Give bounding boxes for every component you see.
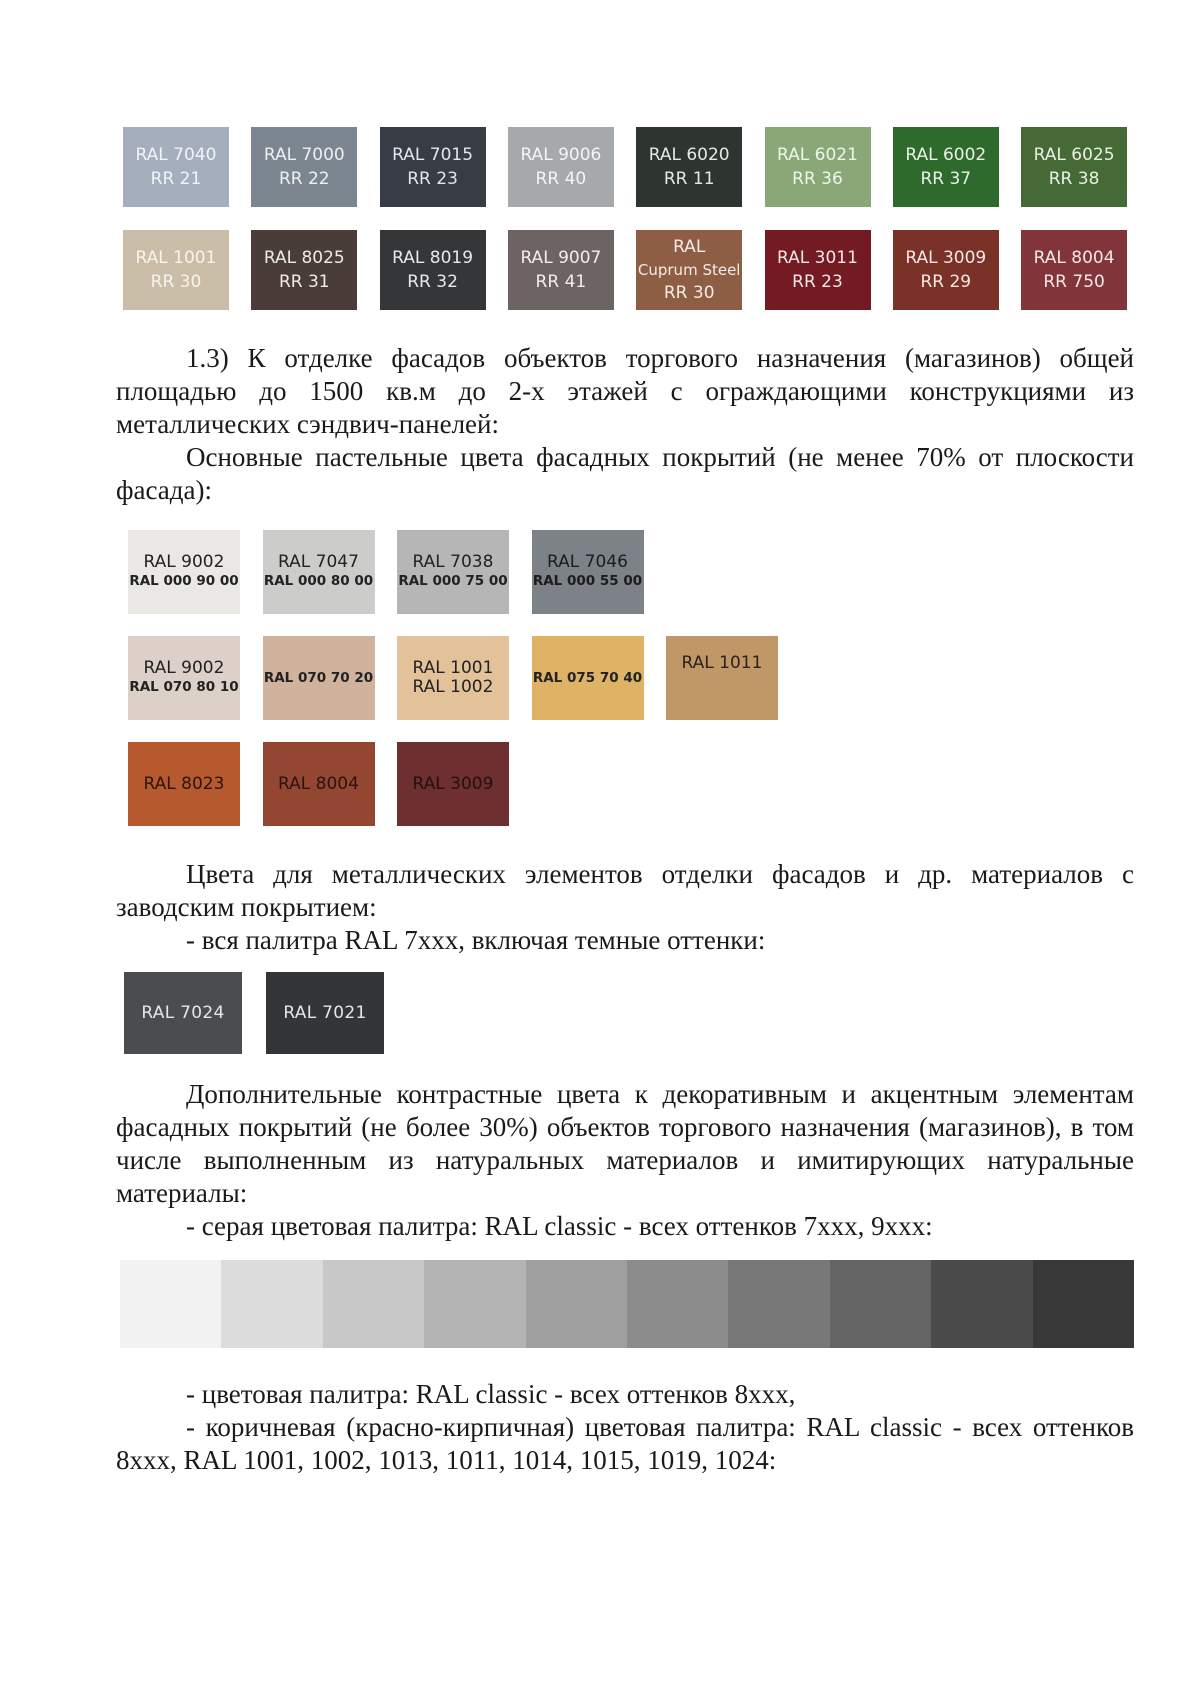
swatch-label: RAL 1001 [135,248,217,268]
swatch-code: RAL 070 70 20 [263,669,374,686]
gray-step [323,1260,424,1348]
color-swatch [123,230,229,310]
swatch-label: RAL 6021 [777,145,858,165]
color-swatch [123,127,229,207]
color-swatch [128,636,240,720]
color-swatch [765,127,871,207]
paragraph-brown-palette [116,1411,1134,1477]
color-swatch [1021,230,1127,310]
paragraph-text: 1.3) К отделке фасадов объектов торгового назначения (магазинов) общей площадью до 1500 кв.м до 2-х этажей с ограждающими конструкциями из металлических сэндвич-панелей: [116,343,1134,439]
swatch-label: RAL 6002 [905,145,987,165]
swatch-label: Cuprum Steel [637,260,741,279]
paragraph-text: Основные пастельные цвета фасадных покрытий (не менее 70% от плоскости фасада): [116,442,1134,505]
gray-scale-strip [120,1260,1134,1348]
swatch-label: RAL 8004 [1033,248,1115,268]
swatch-label: RAL 6020 [648,145,730,165]
swatch-label: RAL [673,236,706,257]
swatch-label: RR 30 [663,282,715,303]
swatch-label: RAL 9007 [520,248,602,268]
swatch-label: RAL 7021 [283,1003,367,1023]
gray-step [1033,1260,1134,1348]
paragraph-pastel-colors [116,441,1134,507]
swatch-label: RR 29 [920,272,972,292]
swatch-label: RAL 8025 [263,248,345,268]
swatch-code: RAL 000 80 00 [263,573,374,589]
color-swatch [893,230,999,310]
swatch-label: RR 37 [920,169,972,189]
swatch-code: RAL 000 75 00 [398,573,508,589]
swatch-label: RAL 7038 [412,552,494,572]
swatch-label: RR 21 [150,169,202,189]
paragraph-metal-elements [116,858,1134,924]
swatch-code: RAL 000 90 00 [129,573,239,589]
color-swatch [263,742,375,826]
gray-step [526,1260,627,1348]
swatch-label: RAL 3009 [412,773,494,794]
paragraph-shop-facades [116,342,1134,441]
swatch-label: RAL 8023 [143,773,225,794]
swatch-label: RR 11 [663,169,715,189]
swatch-code: RAL 075 70 40 [532,669,643,686]
swatch-label: RAL 3009 [905,248,987,268]
swatch-label: RAL 9002 [143,658,225,678]
paragraph-text: Дополнительные контрастные цвета к декоративным и акцентным элементам фасадных покрытий (не более 30%) объектов торгового назначения (магазинов), в том числе выполненным из натуральных материалов и имитирующих натуральные материалы: [116,1079,1134,1208]
swatch-label: RAL 7046 [547,552,628,572]
color-swatch [532,636,644,720]
paragraph-text: Цвета для металлических элементов отделки фасадов и др. материалов с заводским покрытием: [116,859,1134,922]
swatch-label: RR 36 [792,169,843,189]
color-swatch [397,636,509,720]
paragraph-palette-8xxx [116,1378,1134,1411]
color-swatch [397,530,509,614]
swatch-label: RAL 1001 [412,658,494,678]
swatch-code: RAL 070 80 10 [129,679,239,695]
swatch-label: RAL 6025 [1033,145,1115,165]
paragraph-contrast-colors [116,1078,1134,1210]
swatch-label: RAL 7024 [141,1003,225,1023]
paragraph-text: - коричневая (красно-кирпичная) цветовая палитра: RAL classic - всех оттенков 8xxx, RAL 1001, 1002, 1013, 1011, 1014, 1015, 1019, 1024: [116,1412,1134,1475]
color-swatch [508,230,614,310]
swatch-label: RAL 1011 [681,653,763,673]
color-swatch [508,127,614,207]
paragraph-ral7-palette [116,924,1134,957]
color-swatch [397,742,509,826]
color-swatch [266,972,384,1054]
swatch-label: RR 32 [407,272,458,292]
swatch-label: RR 23 [407,169,458,189]
swatch-label: RR 22 [278,169,330,189]
gray-step [424,1260,525,1348]
swatch-label: RAL 8004 [278,773,359,794]
color-swatch [893,127,999,207]
gray-step [931,1260,1032,1348]
color-swatch [636,127,742,207]
color-swatch [263,636,375,720]
gray-step [120,1260,221,1348]
color-swatch [128,530,240,614]
gray-step [221,1260,322,1348]
paragraph-gray-palette [116,1210,1134,1243]
gray-step [830,1260,931,1348]
color-swatch [380,127,486,207]
swatch-label: RR 750 [1043,272,1105,292]
color-swatch [1021,127,1127,207]
swatch-label: RAL 9002 [143,552,225,572]
swatch-label: RR 31 [278,272,330,292]
swatch-label: RAL 9006 [520,145,602,165]
swatch-label: RR 41 [535,272,587,292]
paragraph-text: - цветовая палитра: RAL classic - всех оттенков 8xxx, [186,1379,796,1409]
color-swatch [532,530,644,614]
swatch-label: RR 30 [150,272,202,292]
color-swatch [124,972,242,1054]
swatch-code: RAL 1002 [412,677,494,697]
swatch-label: RAL 7040 [135,145,217,165]
swatch-label: RAL 7000 [263,145,345,165]
swatch-code: RAL 000 55 00 [532,573,643,589]
gray-step [627,1260,728,1348]
color-swatch [636,230,742,310]
swatch-label: RAL 3011 [777,248,858,268]
color-swatch [666,636,778,720]
color-swatch [765,230,871,310]
color-swatch [263,530,375,614]
color-swatch [251,230,357,310]
paragraph-text: - серая цветовая палитра: RAL classic - всех оттенков 7xxx, 9xxx: [186,1211,933,1241]
swatch-label: RR 40 [535,169,587,189]
swatch-label: RAL 7047 [278,552,359,572]
color-swatch [380,230,486,310]
paragraph-text: - вся палитра RAL 7xxx, включая темные оттенки: [186,925,766,955]
swatch-label: RR 38 [1048,169,1100,189]
color-swatch [251,127,357,207]
swatch-label: RAL 8019 [392,248,474,268]
swatch-label: RAL 7015 [392,145,474,165]
color-swatch [128,742,240,826]
gray-step [728,1260,829,1348]
swatch-label: RR 23 [792,272,843,292]
